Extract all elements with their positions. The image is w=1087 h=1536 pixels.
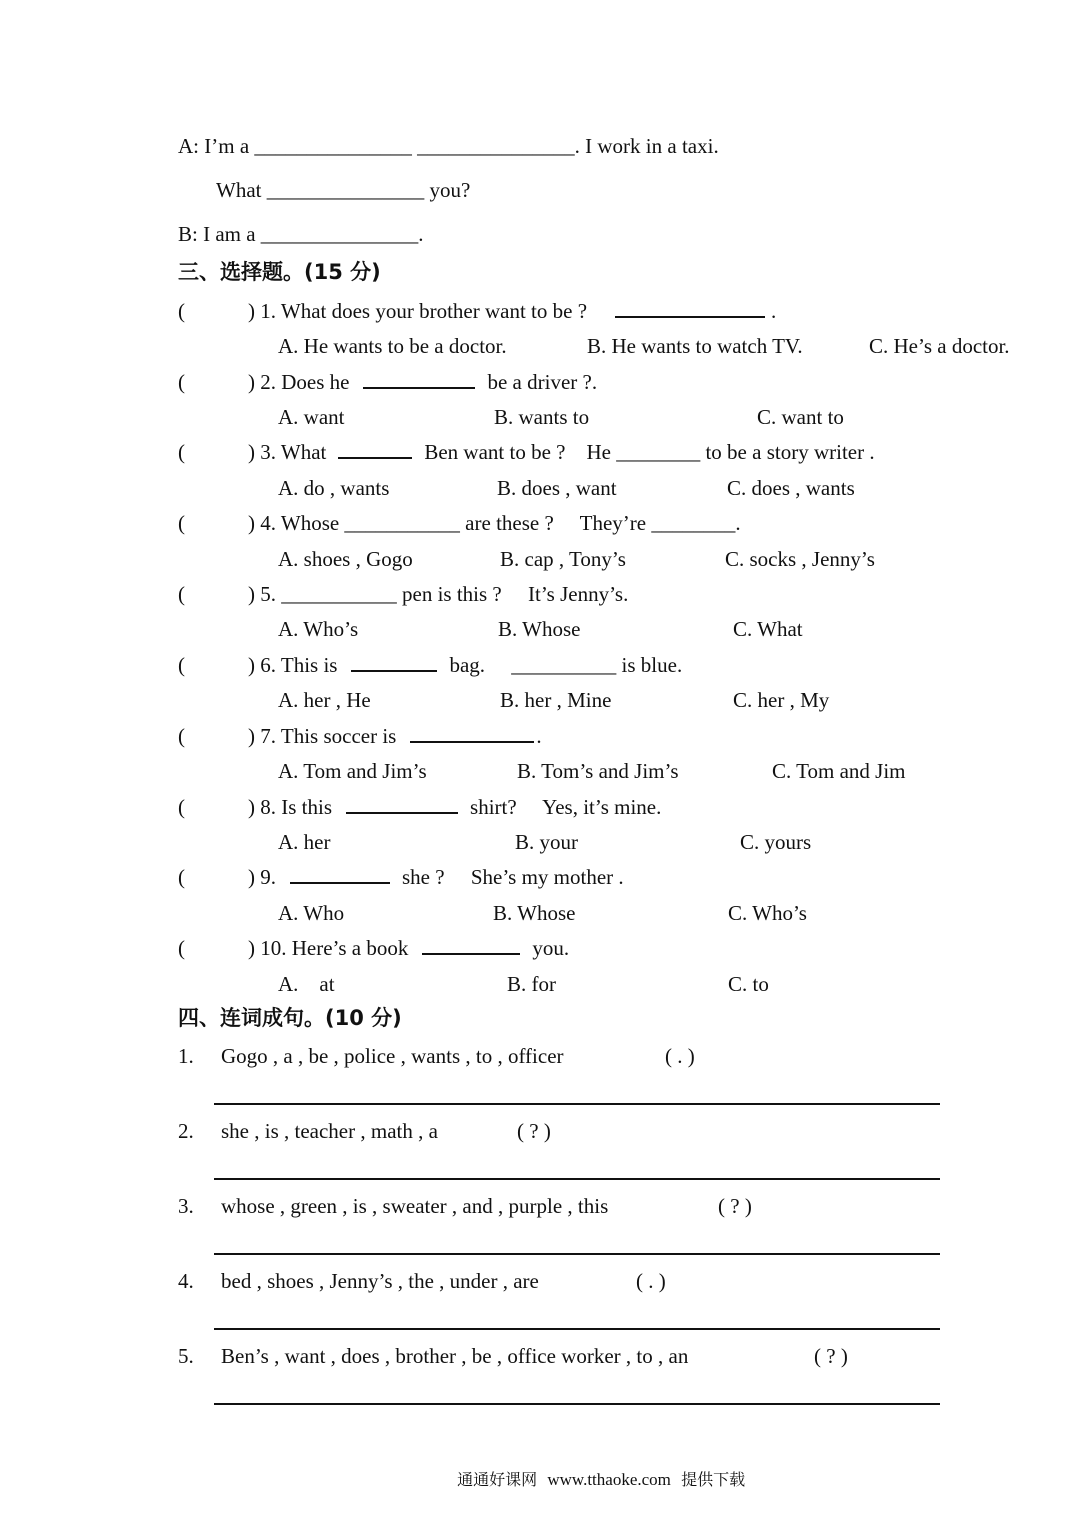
question-7-paren: ( xyxy=(178,724,185,748)
question-1-option-a[interactable]: A. He wants to be a doctor. xyxy=(278,334,507,358)
question-9-option-a[interactable]: A. Who xyxy=(278,901,345,925)
sentence-1-punct: ( . ) xyxy=(665,1044,695,1068)
question-6-paren: ( xyxy=(178,653,185,677)
answer-blank[interactable] xyxy=(351,652,437,672)
question-5-option-a[interactable]: A. Who’s xyxy=(278,617,359,641)
sentence-5-number: 5. xyxy=(178,1344,194,1368)
question-8-stem: ) 8. Is this shirt? Yes, it’s mine. xyxy=(248,795,662,819)
sentence-2-punct: ( ? ) xyxy=(517,1119,551,1143)
question-3-option-b[interactable]: B. does , want xyxy=(497,476,617,500)
question-6-option-a[interactable]: A. her , He xyxy=(278,688,371,712)
question-3-option-a[interactable]: A. do , wants xyxy=(278,476,390,500)
question-2-option-b[interactable]: B. wants to xyxy=(494,405,590,429)
dialogue-line-b1: B: I am a _______________. xyxy=(178,222,424,246)
sentence-4-words: bed , shoes , Jenny’s , the , under , are xyxy=(221,1269,539,1293)
sentence-1-answer-line[interactable] xyxy=(214,1103,940,1105)
question-3-paren: ( xyxy=(178,440,185,464)
question-4-stem: ) 4. Whose ___________ are these ? They’re ________. xyxy=(248,511,741,535)
sentence-2-answer-line[interactable] xyxy=(214,1178,940,1180)
question-3-option-c[interactable]: C. does , wants xyxy=(727,476,855,500)
answer-blank[interactable] xyxy=(346,794,458,814)
section-4-title: 四、连词成句。(10 分) xyxy=(178,1006,402,1030)
question-2-stem: ) 2. Does he be a driver ?. xyxy=(248,370,598,394)
answer-blank[interactable] xyxy=(290,864,390,884)
question-6-option-b[interactable]: B. her , Mine xyxy=(500,688,612,712)
question-8-option-c[interactable]: C. yours xyxy=(740,830,812,854)
question-8-paren: ( xyxy=(178,795,185,819)
question-10-option-c[interactable]: C. to xyxy=(728,972,769,996)
footer-note: 提供下载 xyxy=(681,1470,746,1489)
sentence-5-answer-line[interactable] xyxy=(214,1403,940,1405)
question-7-option-c[interactable]: C. Tom and Jim xyxy=(772,759,906,783)
section-3-title: 三、选择题。(15 分) xyxy=(178,260,381,284)
question-8-option-b[interactable]: B. your xyxy=(515,830,578,854)
question-7-stem: ) 7. This soccer is . xyxy=(248,724,542,748)
question-4-option-c[interactable]: C. socks , Jenny’s xyxy=(725,547,875,571)
sentence-4-number: 4. xyxy=(178,1269,194,1293)
dialogue-line-a1: A: I’m a _______________ _______________. I work in a taxi. xyxy=(178,134,719,158)
question-1-option-c[interactable]: C. He’s a doctor. xyxy=(869,334,1010,358)
question-4-option-b[interactable]: B. cap , Tony’s xyxy=(500,547,626,571)
question-10-option-a[interactable]: A. at xyxy=(278,972,335,996)
answer-blank[interactable] xyxy=(422,935,520,955)
question-1-option-b[interactable]: B. He wants to watch TV. xyxy=(587,334,803,358)
question-10-option-b[interactable]: B. for xyxy=(507,972,556,996)
question-9-stem: ) 9. she ? She’s my mother . xyxy=(248,865,624,889)
question-10-stem: ) 10. Here’s a book you. xyxy=(248,936,570,960)
footer-site: 通通好课网 xyxy=(457,1470,538,1489)
sentence-3-punct: ( ? ) xyxy=(718,1194,752,1218)
question-7-option-b[interactable]: B. Tom’s and Jim’s xyxy=(517,759,679,783)
question-1-stem: ) 1. What does your brother want to be ? . xyxy=(248,299,777,323)
answer-blank[interactable] xyxy=(363,369,475,389)
sentence-3-words: whose , green , is , sweater , and , purple , this xyxy=(221,1194,609,1218)
question-9-paren: ( xyxy=(178,865,185,889)
footer-url[interactable]: www.tthaoke.com xyxy=(547,1470,671,1489)
answer-blank[interactable] xyxy=(338,439,412,459)
question-6-option-c[interactable]: C. her , My xyxy=(733,688,830,712)
question-5-paren: ( xyxy=(178,582,185,606)
question-9-option-b[interactable]: B. Whose xyxy=(493,901,576,925)
question-10-paren: ( xyxy=(178,936,185,960)
question-5-option-b[interactable]: B. Whose xyxy=(498,617,581,641)
question-6-stem: ) 6. This is bag. __________ is blue. xyxy=(248,653,683,677)
sentence-5-punct: ( ? ) xyxy=(814,1344,848,1368)
question-8-option-a[interactable]: A. her xyxy=(278,830,331,854)
dialogue-line-a2: What _______________ you? xyxy=(216,178,471,202)
question-4-option-a[interactable]: A. shoes , Gogo xyxy=(278,547,413,571)
sentence-4-punct: ( . ) xyxy=(636,1269,666,1293)
question-2-option-c[interactable]: C. want to xyxy=(757,405,844,429)
question-5-stem: ) 5. ___________ pen is this ? It’s Jenny’s. xyxy=(248,582,629,606)
sentence-2-words: she , is , teacher , math , a xyxy=(221,1119,438,1143)
sentence-4-answer-line[interactable] xyxy=(214,1328,940,1330)
sentence-1-words: Gogo , a , be , police , wants , to , officer xyxy=(221,1044,564,1068)
question-7-option-a[interactable]: A. Tom and Jim’s xyxy=(278,759,427,783)
sentence-1-number: 1. xyxy=(178,1044,194,1068)
question-3-stem: ) 3. What Ben want to be ? He ________ to be a story writer . xyxy=(248,440,875,464)
sentence-3-answer-line[interactable] xyxy=(214,1253,940,1255)
sentence-5-words: Ben’s , want , does , brother , be , office worker , to , an xyxy=(221,1344,689,1368)
sentence-2-number: 2. xyxy=(178,1119,194,1143)
question-4-paren: ( xyxy=(178,511,185,535)
question-9-option-c[interactable]: C. Who’s xyxy=(728,901,807,925)
sentence-3-number: 3. xyxy=(178,1194,194,1218)
question-2-option-a[interactable]: A. want xyxy=(278,405,345,429)
question-2-paren: ( xyxy=(178,370,185,394)
question-1-paren: ( xyxy=(178,299,185,323)
question-5-option-c[interactable]: C. What xyxy=(733,617,803,641)
footer xyxy=(447,1450,745,1490)
answer-blank[interactable] xyxy=(615,298,765,318)
answer-blank[interactable] xyxy=(410,723,534,743)
